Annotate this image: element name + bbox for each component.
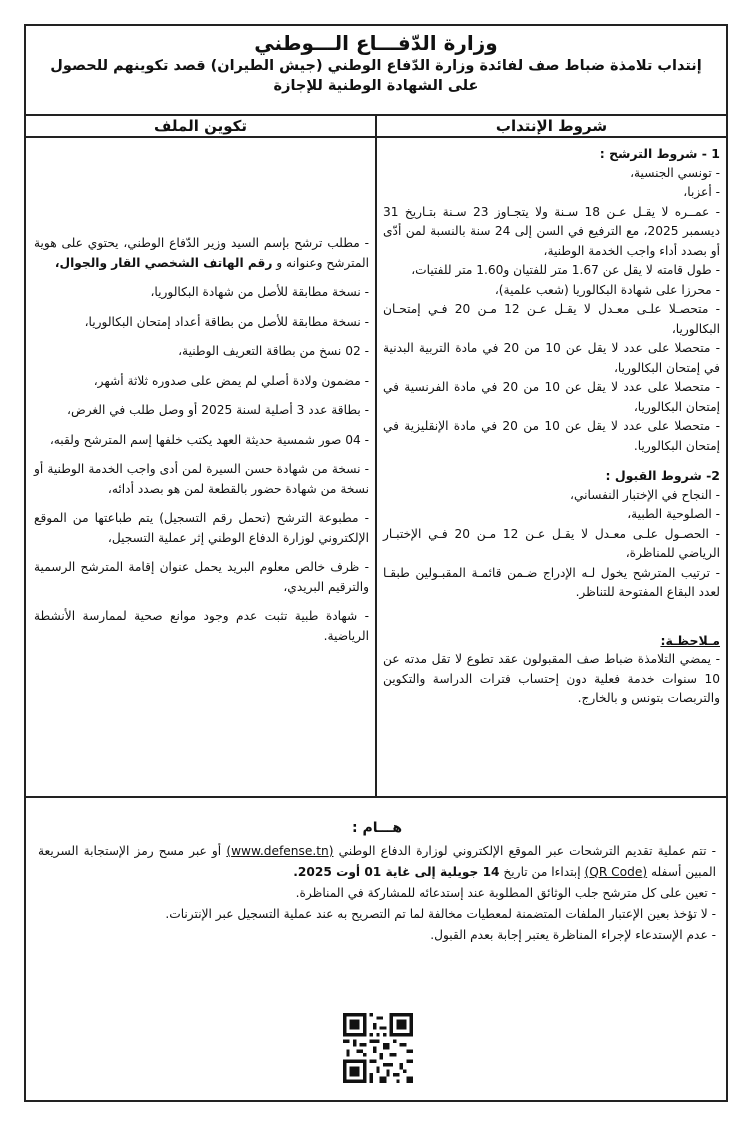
candidacy-title: 1 - شروط الترشح : bbox=[599, 146, 720, 161]
file-item: - شهادة طبية تثبت عدم وجود موانع صحية لممارسة الأنشطة الرياضية. bbox=[34, 609, 369, 643]
important-section bbox=[26, 798, 726, 946]
candidacy-item: - أعزبا، bbox=[683, 185, 720, 199]
file-item: - 02 نسخ من بطاقة التعريف الوطنية، bbox=[178, 344, 369, 358]
columns-body bbox=[26, 138, 726, 798]
candidacy-item: - تونسي الجنسية، bbox=[630, 165, 720, 180]
file-heading: تكوين الملف bbox=[154, 117, 247, 135]
ministry-title: وزارة الدّفـــاع الـــوطني bbox=[254, 31, 498, 55]
candidacy-item: - متحصلا على عدد لا يقل عن 10 من 20 في مادة التربية البدنية في إمتحان البكالوريا، bbox=[383, 341, 720, 375]
file-item-text: - مطلب ترشح بإسم السيد وزير الدّفاع الوطني، يحتوي على هوية المترشح وعنوانه و bbox=[34, 236, 369, 270]
candidacy-list bbox=[383, 164, 720, 457]
important-text: إبتداءا من تاريخ bbox=[499, 865, 585, 879]
candidacy-item: - عمــره لا يقـل عـن 18 سـنة ولا يتجـاوز 23 سـنة بتـاريخ 31 ديسمبر 2025، مع الترفيع في السن إلى 24 سنة بالنسبة لمن أدّى أو بصدد أداء واجب الخدمة الوطنية، bbox=[383, 204, 721, 258]
note-title: مـلاحظـة: bbox=[660, 632, 720, 648]
file-item: - بطاقة عدد 3 أصلية لسنة 2025 أو وصل طلب في الغرض، bbox=[67, 403, 369, 417]
file-item: - مطبوعة الترشح (تحمل رقم التسجيل) يتم طباعتها من الموقع الإلكتروني لوزارة الدفاع الوطني إثر عملية التسجيل، bbox=[34, 511, 369, 545]
note-text: - يمضي التلامذة ضباط صف المقبولون عقد تطوع لا تقل مدته عن 10 سنوات خدمة فعلية دون إحتساب فترات الدراسة والتكوين والتربصات بتونس و بالخارج. bbox=[383, 652, 720, 705]
candidacy-item: - متحصلا على عدد لا يقل عن 10 من 20 في مادة الفرنسية في إمتحان البكالوريا، bbox=[383, 380, 721, 414]
announcement-subtitle: إنتداب تلامذة ضباط صف لفائدة وزارة الدّفاع الوطني (جيش الطيران) قصد تكوينهم للحصول على الشهادة الوطنية للإجازة bbox=[50, 58, 702, 94]
important-item: - لا تؤخذ بعين الإعتبار الملفات المتضمنة لمعطيات مخالفة لما تم التصريح به عند عملية التسجيل عبر الإنترنات. bbox=[165, 907, 716, 921]
header bbox=[26, 26, 726, 116]
candidacy-item: - متحصلا على عدد لا يقل عن 10 من 20 في مادة الإنقليزية في إمتحان البكالوريا. bbox=[383, 419, 720, 453]
important-text: أو عبر مسح رمز الإستجابة السريعة المبين أسفله bbox=[38, 844, 716, 879]
candidacy-item: - محرزا على شهادة البكالوريا (شعب علمية)، bbox=[494, 282, 720, 297]
admission-item: - النجاح في الإختبار النفساني، bbox=[570, 487, 720, 502]
admission-title: 2- شروط القبول : bbox=[605, 468, 720, 483]
candidacy-item: - طول قامته لا يقل عن 1.67 متر للفتيان و1.60 متر للفتيات، bbox=[411, 263, 720, 277]
file-item: - نسخة مطابقة للأصل من بطاقة أعداد إمتحان البكالوريا، bbox=[84, 314, 369, 329]
file-column bbox=[26, 138, 375, 796]
conditions-column bbox=[375, 138, 726, 796]
important-item: - عدم الإستدعاء لإجراء المناظرة يعتبر إجابة بعدم القبول. bbox=[430, 928, 716, 942]
file-item: - مضمون ولادة أصلي لم يمض على صدوره ثلاثة أشهر، bbox=[93, 373, 369, 388]
important-text: - تتم عملية تقديم الترشحات عبر الموقع الإلكتروني لوزارة الدفاع الوطني bbox=[333, 844, 716, 858]
column-headings bbox=[26, 116, 726, 138]
website-link[interactable]: (www.defense.tn) bbox=[226, 844, 334, 858]
admission-item: - الصلوحية الطبية، bbox=[627, 507, 720, 521]
file-item: - نسخة من شهادة حسن السيرة لمن أدى واجب الخدمة الوطنية أو نسخة من شهادة حضور بالقطعة لمن هو بصدد أدائه، bbox=[34, 462, 369, 496]
conditions-heading: شروط الإنتداب bbox=[375, 116, 726, 136]
admission-item: - ترتيب المترشح يخول لـه الإدراج ضـمن قائمـة المقبـولين طبقـا لعدد البقاع المفتوحة للتناظر. bbox=[383, 565, 720, 599]
announcement-page bbox=[24, 24, 728, 1102]
admission-list bbox=[383, 486, 720, 603]
important-title: هـــام : bbox=[351, 820, 403, 836]
qr-code-label: (QR Code) bbox=[584, 865, 648, 879]
file-item bbox=[34, 234, 369, 273]
file-item: - نسخة مطابقة للأصل من شهادة البكالوريا، bbox=[150, 285, 369, 299]
file-item: - ظرف خالص معلوم البريد يحمل عنوان إقامة المترشح الرسمية والترقيم البريدي، bbox=[34, 560, 369, 594]
admission-item: - الحصـول علـى معـدل لا يقـل عـن 12 مـن 20 فـي الإختبـار الرياضي للمناظرة، bbox=[383, 526, 721, 560]
candidacy-item: - متحصـلا علـى معـدل لا يقـل عـن 12 مـن 20 فـي إمتحـان البكالوريا، bbox=[383, 302, 721, 336]
important-item: - تعين على كل مترشح جلب الوثائق المطلوبة عند إستدعائه للمشاركة في المناظرة. bbox=[295, 886, 716, 900]
file-item-bold: رقم الهاتف الشخصي القار والجوال، bbox=[54, 255, 273, 270]
qr-code-icon[interactable] bbox=[343, 1013, 413, 1083]
registration-dates: 14 جويلية إلى غاية 01 أوت 2025. bbox=[293, 865, 500, 879]
file-item: - 04 صور شمسية حديثة العهد يكتب خلفها إسم المترشح ولقبه، bbox=[49, 432, 369, 447]
important-item bbox=[38, 841, 716, 883]
